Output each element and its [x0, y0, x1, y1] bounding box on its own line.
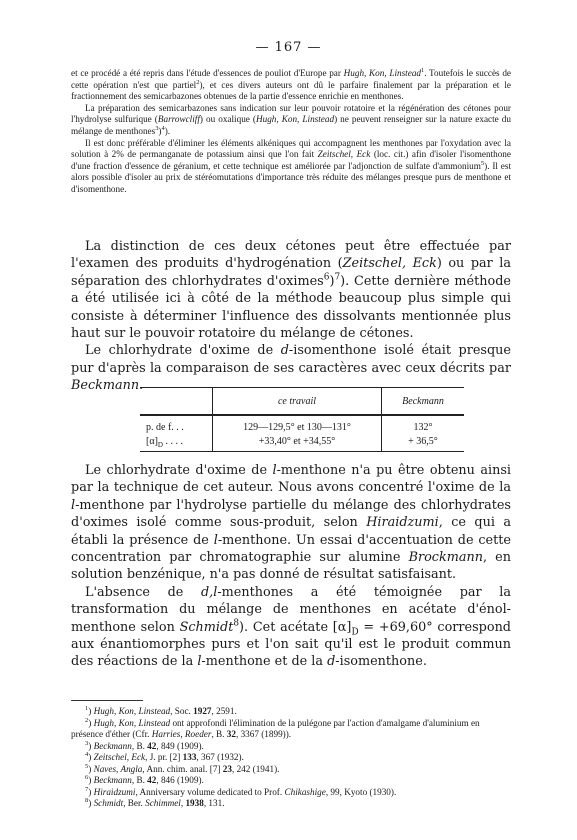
- paragraph-2: La préparation des semicarbazones sans indication sur leur pouvoir rotatoire et la régénération des cétones pour l'hydrolyse sulfurique (Barrowcliff) ou oxalique (Hugh, Kon, Linstead) ne peuvent renseigner sur la nature exacte du mélange de menthones$^3$)$^4$).: [71, 102, 511, 136]
- paragraph-1: et ce procédé a été repris dans l'étude d'essences de pouliot d'Europe par Hugh, Kon, Linstead$^1$. Toutefois le succès de cette opération n'est que partiel$^2$), et ces divers auteurs ont dû le parfaire finalement par la préparation et le fractionnement des semicarbazones obtenues de la partie d'essence enrichie en menthones.: [71, 66, 511, 102]
- paragraph-4: La distinction de ces deux cétones peut être effectuée par l'examen des produits d'hydrogénation (Zeitschel, Eck) ou par la séparation des chlorhydrates d'oximes$^6$)$^7$). Cette dernière méthode a été utilisée ici à côté de la méthode beaucoup plus simple qui consiste à déterminer l'influence des dissolvants mentionnée plus haut sur le pouvoir rotatoire du mélange de cétones.: [71, 239, 511, 342]
- main-paragraphs-bottom: [71, 462, 511, 671]
- comparison-table: [140, 387, 464, 452]
- table-row: $[\alpha]_D$ . . . . +33,40° et +34,55° + 36,5°: [140, 434, 464, 452]
- paragraph-3: Il est donc préférable d'éliminer les éléments alkéniques qui accompagnent les menthones par l'oxydation avec la solution à 2% de permanganate de potassium ainsi que l'on fait Zeitschel, Eck (loc. cit.) afin d'isoler l'isomenthone d'une fraction d'essence de géranium, et cette technique est améliorée par l'adjonction de sulfate d'ammonium$^5$). Il est alors possible d'isoler au prix de stéréomutations d'importance très réduite des mélanges presque purs de menthone et d'isomenthone.: [71, 137, 511, 194]
- page-number: — 167 —: [255, 40, 322, 55]
- column-header: ce travail: [213, 388, 382, 416]
- paragraph-6: Le chlorhydrate d'oxime de l-menthone n'a pu être obtenu ainsi par la technique de cet auteur. Nous avons concentré l'oxime de la l-menthone par l'hydrolyse partielle du mélange des chlorhydrates d'oximes isolé comme sous-produit, selon Hiraidzumi, ce qui a établi la présence de l-menthone. Un essai d'accentuation de cette concentration par chromatographie sur alumine Brockmann, en solution benzénique, n'a pas donné de résultat satisfaisant.: [71, 463, 511, 583]
- table-header-row: [140, 388, 464, 416]
- footnote-rule: [71, 700, 143, 701]
- column-header: Beckmann: [382, 388, 465, 416]
- footnotes: [71, 706, 511, 810]
- footnote-5: $^5$) Naves, Angla, Ann. chim. anal. [7] 23, 242 (1941).: [85, 762, 280, 774]
- footnote-1: $^1$) Hugh, Kon, Linstead, Soc. 1927, 2591.: [85, 704, 237, 716]
- footnote-4: $^4$) Zeitschel, Eck, J. pr. [2] 133, 367 (1932).: [85, 750, 244, 762]
- footnote-3: $^3$) Beckmann, B. 42, 849 (1909).: [85, 739, 204, 751]
- paragraph-5: Le chlorhydrate d'oxime de d-isomenthone isolé était presque pur d'après la comparaison de ses caractères avec ceux décrits par Beckmann.: [71, 343, 511, 394]
- table-row: p. de f. . . 129—129,5° et 130—131° 132°: [140, 415, 464, 434]
- paragraph-7: L'absence de d,l-menthones a été témoignée par la transformation du mélange de menthones en acétate d'énol-menthone selon Schmidt$^8$). Cet acétate $[\alpha]_D = +69,60^\circ$ correspond aux énantiomorphes purs et l'on sait qu'il est le produit commun des réactions de la l-menthone et de la d-isomenthone.: [71, 584, 512, 670]
- footnote-6: $^6$) Beckmann, B. 42, 846 (1909).: [85, 773, 204, 785]
- main-paragraphs-top: [71, 238, 511, 395]
- intro-paragraphs: [71, 68, 511, 196]
- footnote-7: $^7$) Hiraidzumi, Anniversary volume dedicated to Prof. Chikashige, 99, Kyoto (1930).: [85, 785, 397, 797]
- footnote-8: $^8$) Schmidt, Ber. Schimmel, 1938, 131.: [85, 796, 225, 808]
- footnote-2: $^2$) Hugh, Kon, Linstead ont approfondi l'élimination de la pulégone par l'action d'amalgame d'aluminium en présence d'éther (Cfr. Harries, Roeder, B. 32, 3367 (1899)).: [71, 716, 480, 739]
